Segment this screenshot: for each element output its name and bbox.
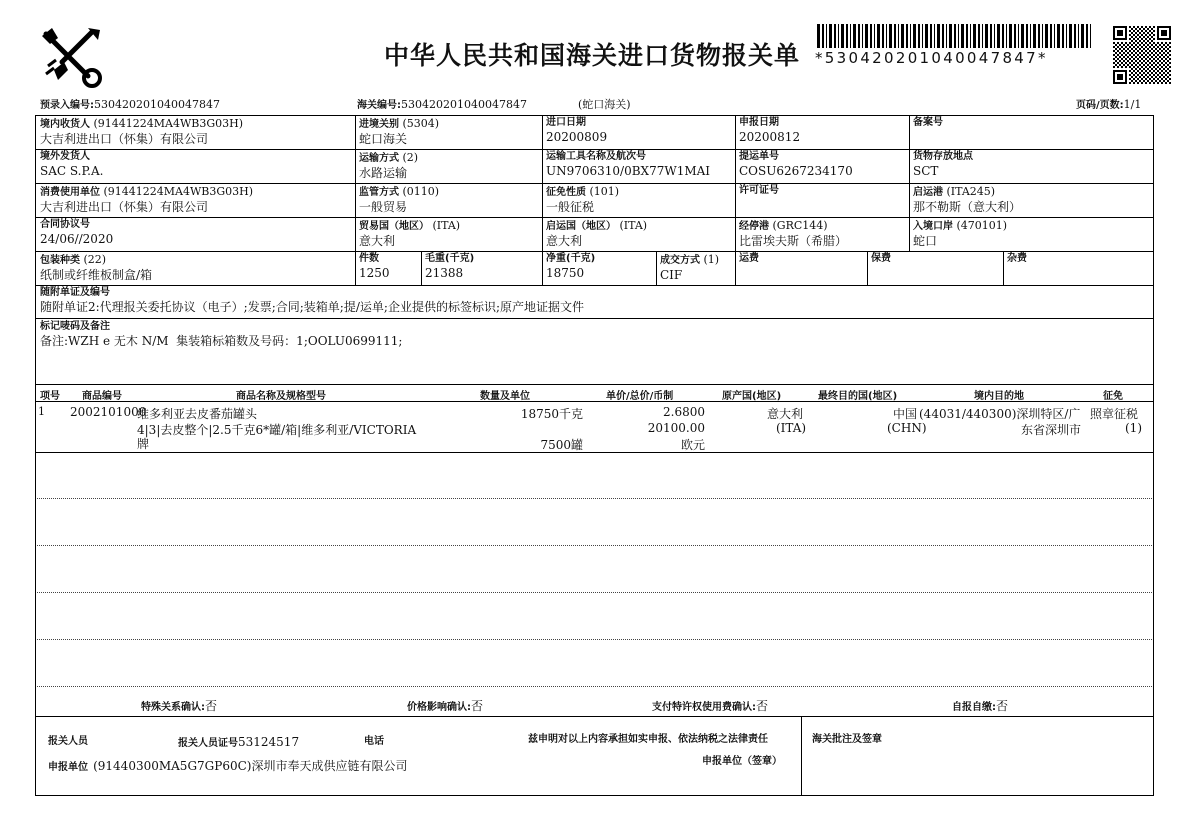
contract-label: 合同协议号 (40, 219, 90, 230)
transport-mode-cell (359, 151, 418, 181)
contract-cell (40, 219, 113, 247)
self-declare-value: 否 (996, 699, 1009, 713)
gross-weight-label: 毛重(千克) (425, 253, 475, 264)
rule (656, 251, 657, 285)
goods-dest-country: 中国 (893, 407, 918, 421)
goods-spec-line2: 牌 (137, 437, 150, 451)
declaring-unit-label: 申报单位 (48, 762, 88, 773)
rule (36, 716, 1153, 717)
entry-customs-cell (359, 117, 439, 147)
declare-date-label: 申报日期 (739, 117, 779, 128)
misc-cell (1007, 253, 1027, 266)
special-relation-value: 否 (205, 699, 218, 713)
declarant-label: 报关人员 (48, 736, 88, 747)
consignee-label: 境内收货人 (40, 119, 90, 130)
customs-no-label: 海关编号: (357, 100, 401, 111)
form-title: 中华人民共和国海关进口货物报关单 (384, 41, 801, 70)
self-declare-confirm (952, 695, 1008, 714)
declaring-unit (48, 755, 407, 774)
qr-code (1113, 26, 1171, 84)
trade-country-cell (359, 219, 460, 249)
legal-statement: 兹申明对以上内容承担如实申报、依法纳税之法律责任 (528, 734, 768, 745)
package-code: (22) (83, 253, 107, 266)
entry-customs-code: (5304) (402, 117, 440, 130)
misc-label: 杂费 (1007, 253, 1027, 264)
marks-label: 标记唛码及备注 (40, 321, 110, 332)
departure-port-cell (913, 185, 1021, 215)
vessel-cell (546, 151, 710, 179)
origin-country-value: 意大利 (546, 233, 583, 248)
departure-port-code: (ITA245) (946, 185, 996, 198)
customs-no-value: 530420201040047847 (401, 98, 527, 111)
consumer-label: 消费使用单位 (40, 187, 100, 198)
license-label: 许可证号 (739, 185, 779, 196)
entry-port-value: 蛇口 (913, 233, 938, 248)
rule (735, 251, 736, 285)
docs-cell (40, 287, 584, 315)
rule (36, 149, 1153, 150)
rule (542, 116, 543, 251)
entry-customs-value: 蛇口海关 (359, 131, 408, 146)
goods-hs-code: 2002101000 (70, 405, 147, 419)
bill-of-lading-label: 提运单号 (739, 151, 779, 162)
goods-domestic-dest-line2: 东省深圳市 (1021, 423, 1082, 437)
consignee-code: (91441224MA4WB3G03H) (93, 117, 244, 130)
deal-mode-value: CIF (660, 267, 683, 282)
goods-origin: 意大利 (767, 407, 804, 421)
self-declare-label: 自报自缴: (952, 702, 996, 713)
supervision-cell (359, 185, 439, 215)
shipper-cell (40, 151, 103, 179)
goods-header-origin: 原产国(地区) (722, 391, 782, 402)
customs-emblem-logo (40, 26, 102, 88)
price-impact-value: 否 (471, 699, 484, 713)
freight-cell (739, 253, 759, 266)
deal-mode-label: 成交方式 (660, 255, 700, 266)
rule (36, 217, 1153, 218)
rule (735, 116, 736, 251)
departure-port-value: 那不勒斯（意大利） (913, 199, 1022, 214)
royalty-label: 支付特许权使用费确认: (652, 702, 756, 713)
net-weight-label: 净重(千克) (546, 253, 596, 264)
pieces-label: 件数 (359, 253, 379, 264)
declarant-number (178, 731, 299, 750)
goods-item-no: 1 (38, 405, 45, 418)
storage-cell (913, 151, 973, 179)
goods-name: 维多利亚去皮番茄罐头 (137, 407, 258, 421)
bill-of-lading-value: COSU6267234170 (739, 163, 853, 178)
entry-port-label: 入境口岸 (913, 221, 953, 232)
special-relation-confirm (141, 695, 217, 714)
gross-weight-value: 21388 (425, 265, 464, 280)
royalty-value: 否 (756, 699, 769, 713)
rule (1003, 251, 1004, 285)
transit-port-label: 经停港 (739, 221, 769, 232)
entry-port-cell (913, 219, 1007, 249)
exemption-value: 一般征税 (546, 199, 595, 214)
goods-header-qty: 数量及单位 (480, 391, 530, 402)
consumer-cell (40, 185, 253, 215)
goods-header-hs-code: 商品编号 (82, 391, 122, 402)
docs-label: 随附单证及编号 (40, 287, 110, 298)
goods-domestic-dest-line1: (44031/440300)深圳特区/广 (919, 407, 1081, 421)
shipper-label: 境外发货人 (40, 151, 90, 162)
pieces-cell (359, 253, 390, 281)
phone-label: 电话 (364, 736, 384, 747)
record-no-label: 备案号 (913, 117, 943, 128)
goods-header-price: 单价/总价/币制 (606, 391, 674, 402)
rule (355, 116, 356, 251)
docs-value: 随附单证2:代理报关委托协议（电子）;发票;合同;装箱单;提/运单;企业提供的标签标识;原产地证据文件 (40, 299, 584, 314)
import-date-label: 进口日期 (546, 117, 586, 128)
goods-header-item-no: 项号 (40, 391, 60, 402)
rule (801, 716, 802, 795)
bill-of-lading-cell (739, 151, 853, 179)
goods-spec-line1: 4|3|去皮整个|2.5千克6*罐/箱|维多利亚/VICTORIA (137, 423, 417, 437)
declare-date-cell (739, 117, 800, 145)
package-cell (40, 253, 152, 283)
import-date-cell (546, 117, 607, 145)
goods-header-domestic-dest: 境内目的地 (974, 391, 1024, 402)
declare-date-value: 20200812 (739, 129, 801, 144)
rule (36, 251, 1153, 252)
goods-qty-secondary: 7500罐 (540, 438, 583, 452)
rule (36, 285, 1153, 286)
pre-entry-number (40, 96, 220, 111)
pre-entry-value: 530420201040047847 (94, 98, 220, 111)
royalty-confirm (652, 695, 768, 714)
contract-value: 24/06//2020 (40, 231, 114, 246)
transit-port-cell (739, 219, 847, 249)
pre-entry-label: 预录入编号: (40, 100, 94, 111)
vessel-label: 运输工具名称及航次号 (546, 151, 646, 162)
rule (867, 251, 868, 285)
declarant-no-value: 53124517 (238, 735, 300, 749)
rule (909, 116, 910, 251)
goods-header-levy: 征免 (1103, 391, 1123, 402)
package-value: 纸制或纤维板制盒/箱 (40, 267, 153, 282)
price-impact-label: 价格影响确认: (407, 702, 471, 713)
rule (36, 384, 1153, 385)
barcode-text: *530420201040047847* (815, 49, 1048, 67)
import-date-value: 20200809 (546, 129, 608, 144)
page-value: 1/1 (1123, 98, 1142, 111)
marks-cell (40, 321, 402, 349)
exemption-cell (546, 185, 619, 215)
rule (36, 452, 1153, 453)
customs-sign-label: 海关批注及签章 (812, 734, 882, 745)
dotted-rule (37, 592, 1152, 593)
rule (36, 183, 1153, 184)
transport-mode-label: 运输方式 (359, 153, 399, 164)
goods-currency: 欧元 (680, 438, 705, 452)
trade-country-value: 意大利 (359, 233, 396, 248)
origin-country-code: (ITA) (619, 219, 648, 232)
page-label: 页码/页数: (1076, 100, 1124, 111)
shipper-value: SAC S.P.A. (40, 163, 104, 178)
transport-mode-value: 水路运输 (359, 165, 408, 180)
trade-country-code: (ITA) (432, 219, 461, 232)
net-weight-cell (546, 253, 595, 281)
goods-levy-code: (1) (1125, 421, 1142, 435)
declaring-unit-value: (91440300MA5G7GP60C)深圳市奉天成供应链有限公司 (93, 759, 408, 773)
consignee-cell (40, 117, 243, 147)
transit-port-code: (GRC144) (772, 219, 828, 232)
departure-port-label: 启运港 (913, 187, 943, 198)
origin-country-cell (546, 219, 647, 249)
exemption-label: 征免性质 (546, 187, 586, 198)
customs-number (357, 96, 527, 111)
special-relation-label: 特殊关系确认: (141, 702, 205, 713)
barcode (817, 24, 1093, 48)
consignee-value: 大吉利进出口（怀集）有限公司 (40, 131, 209, 146)
freight-label: 运费 (739, 253, 759, 264)
insurance-cell (871, 253, 891, 266)
license-cell (739, 185, 779, 198)
entry-port-code: (470101) (956, 219, 1008, 232)
customs-office-name: (蛇口海关) (578, 98, 631, 111)
trade-country-label: 贸易国（地区） (359, 221, 429, 232)
transport-mode-code: (2) (402, 151, 419, 164)
unit-sign-label: 申报单位（签章） (702, 756, 782, 767)
supervision-code: (0110) (402, 185, 440, 198)
goods-dest-country-code: (CHN) (887, 421, 927, 435)
record-no-cell (913, 117, 943, 130)
storage-value: SCT (913, 163, 939, 178)
origin-country-label: 启运国（地区） (546, 221, 616, 232)
rule (355, 251, 356, 285)
dotted-rule (37, 686, 1152, 687)
goods-qty-primary: 18750千克 (520, 407, 583, 421)
storage-label: 货物存放地点 (913, 151, 973, 162)
supervision-value: 一般贸易 (359, 199, 408, 214)
goods-unit-price: 2.6800 (663, 405, 705, 419)
goods-header-dest-country: 最终目的国(地区) (818, 391, 898, 402)
goods-origin-code: (ITA) (776, 421, 807, 435)
gross-weight-cell (425, 253, 474, 281)
insurance-label: 保费 (871, 253, 891, 264)
package-label: 包装种类 (40, 255, 80, 266)
dotted-rule (37, 545, 1152, 546)
transit-port-value: 比雷埃夫斯（希腊） (739, 233, 848, 248)
supervision-label: 监管方式 (359, 187, 399, 198)
marks-value: 备注:WZH e 无木 N/M 集装箱标箱数及号码：1;OOLU0699111; (40, 333, 403, 348)
price-impact-confirm (407, 695, 483, 714)
pieces-value: 1250 (359, 265, 390, 280)
rule (421, 251, 422, 285)
goods-levy: 照章征税 (1090, 407, 1139, 421)
vessel-value: UN9706310/0BX77W1MAI (546, 163, 711, 178)
dotted-rule (37, 639, 1152, 640)
deal-mode-code: (1) (703, 253, 720, 266)
entry-customs-label: 进境关别 (359, 119, 399, 130)
consumer-value: 大吉利进出口（怀集）有限公司 (40, 199, 209, 214)
dotted-rule (37, 498, 1152, 499)
rule (36, 318, 1153, 319)
rule (542, 251, 543, 285)
exemption-code: (101) (589, 185, 620, 198)
deal-mode-cell (660, 253, 719, 283)
page-indicator (1076, 96, 1141, 111)
net-weight-value: 18750 (546, 265, 585, 280)
declarant-no-label: 报关人员证号 (178, 738, 238, 749)
consumer-code: (91441224MA4WB3G03H) (103, 185, 254, 198)
goods-total-price: 20100.00 (647, 421, 705, 435)
goods-header-name: 商品名称及规格型号 (236, 391, 326, 402)
